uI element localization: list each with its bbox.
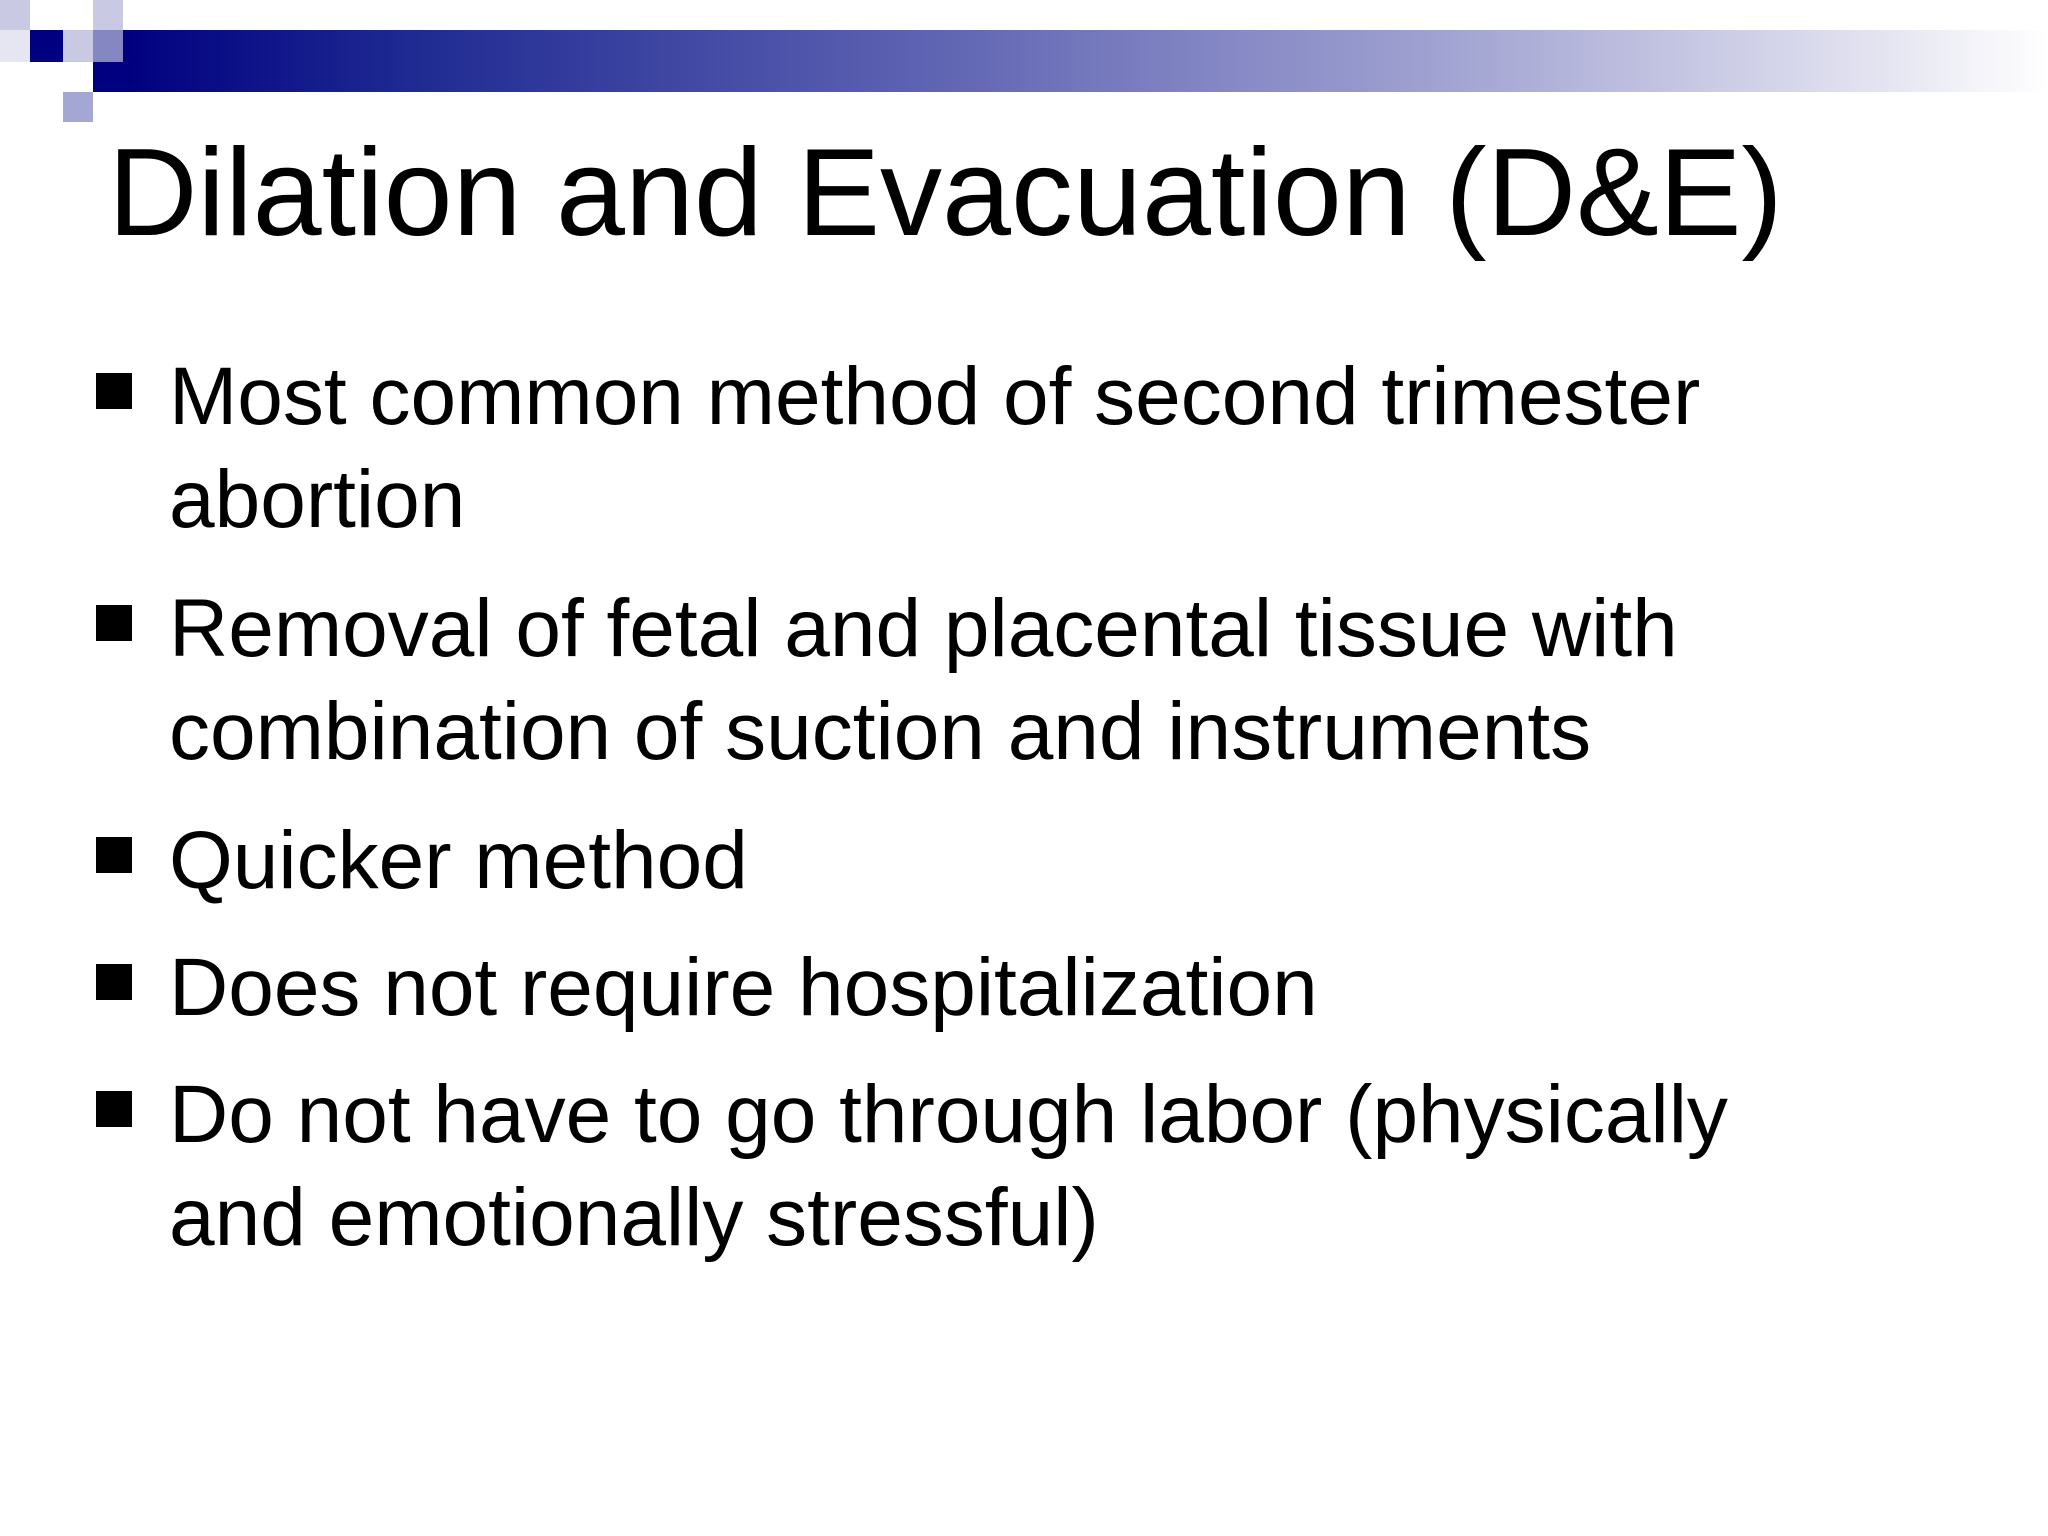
decor-square [30, 30, 63, 62]
decor-square [0, 0, 30, 30]
square-bullet-icon [96, 605, 132, 641]
decor-square [93, 30, 123, 62]
bullet-item [96, 809, 1996, 912]
bullet-item [96, 936, 1996, 1039]
slide-title: Dilation and Evacuation (D&E) [108, 124, 1783, 262]
decor-square [93, 0, 123, 30]
decor-square [0, 30, 30, 62]
bullet-list [96, 345, 1996, 1295]
bullet-text-line: Most common method of second trimester [169, 351, 1701, 442]
bullet-item [96, 577, 1996, 783]
square-bullet-icon [96, 964, 132, 1000]
bullet-text-line: Removal of fetal and placental tissue with [169, 583, 1678, 674]
bullet-text-line: Do not have to go through labor (physically [169, 1069, 1728, 1160]
bullet-text-line: and emotionally stressful) [169, 1172, 1099, 1263]
square-bullet-icon [96, 373, 132, 409]
decor-square [63, 30, 93, 62]
square-bullet-icon [96, 1091, 132, 1127]
header-gradient-band [123, 30, 2048, 92]
bullet-text-line: Quicker method [169, 815, 748, 906]
bullet-item [96, 345, 1996, 551]
square-bullet-icon [96, 837, 132, 873]
decor-square [63, 92, 93, 122]
decor-square [93, 62, 123, 92]
bullet-text-line: combination of suction and instruments [169, 686, 1592, 777]
bullet-item [96, 1063, 1996, 1269]
bullet-text-line: abortion [169, 454, 466, 545]
bullet-text-line: Does not require hospitalization [169, 942, 1318, 1033]
